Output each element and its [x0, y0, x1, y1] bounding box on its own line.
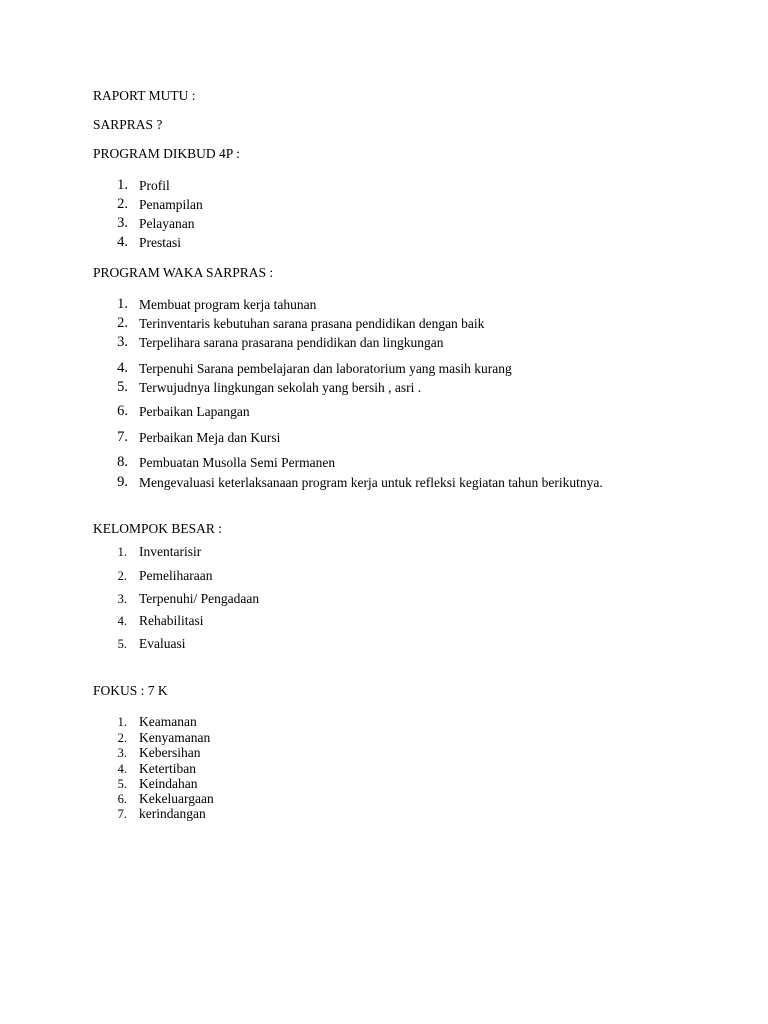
list-item: Mengevaluasi keterlaksanaan program kerja untuk refleksi kegiatan tahun berikutnya. [139, 475, 603, 490]
list-number: 1. [117, 296, 128, 312]
list-item: Pembuatan Musolla Semi Permanen [139, 455, 336, 470]
list-number: 1. [117, 715, 127, 729]
heading-sarpras: SARPRAS ? [93, 117, 163, 132]
list-number: 2. [117, 196, 128, 212]
list-item: Pelayanan [139, 216, 195, 231]
list-number: 3. [117, 334, 128, 350]
list-item: Terwujudnya lingkungan sekolah yang bersih , asri . [139, 380, 422, 395]
list-number: 8. [117, 454, 128, 470]
list-item: Terpelihara sarana prasarana pendidikan dan lingkungan [139, 335, 444, 350]
heading-program-dikbud: PROGRAM DIKBUD 4P : [93, 146, 240, 161]
list-number: 4. [117, 234, 128, 250]
list-item: kerindangan [139, 806, 206, 821]
list-item: Evaluasi [139, 636, 186, 651]
list-item: Inventarisir [139, 544, 202, 559]
list-number: 5. [117, 379, 128, 395]
list-number: 4. [117, 762, 127, 776]
list-item: Rehabilitasi [139, 613, 204, 628]
list-item: Kekeluargaan [139, 791, 214, 806]
list-number: 1. [117, 545, 127, 559]
list-number: 2. [117, 731, 127, 745]
list-number: 9. [117, 474, 128, 490]
heading-fokus: FOKUS : 7 K [93, 683, 168, 698]
list-number: 2. [117, 569, 127, 583]
list-item: Kenyamanan [139, 730, 211, 745]
list-item: Penampilan [139, 197, 203, 212]
list-item: Ketertiban [139, 761, 196, 776]
heading-program-waka-sarpras: PROGRAM WAKA SARPRAS : [93, 265, 274, 280]
list-item: Profil [139, 178, 170, 193]
list-item: Keindahan [139, 776, 198, 791]
list-item: Keamanan [139, 714, 197, 729]
list-item: Membuat program kerja tahunan [139, 297, 317, 312]
list-number: 6. [117, 403, 128, 419]
list-number: 4. [117, 360, 128, 376]
list-number: 6. [117, 792, 127, 806]
list-item: Perbaikan Lapangan [139, 404, 250, 419]
heading-kelompok-besar: KELOMPOK BESAR : [93, 521, 223, 536]
list-number: 5. [117, 637, 127, 651]
list-item: Pemeliharaan [139, 568, 213, 583]
list-item: Terinventaris kebutuhan sarana prasana pendidikan dengan baik [139, 316, 485, 331]
list-item: Prestasi [139, 235, 181, 250]
list-item: Kebersihan [139, 745, 201, 760]
list-number: 3. [117, 215, 128, 231]
list-number: 3. [117, 746, 127, 760]
list-number: 3. [117, 592, 127, 606]
list-number: 2. [117, 315, 128, 331]
list-number: 7. [117, 807, 127, 821]
list-number: 5. [117, 777, 127, 791]
list-number: 7. [117, 429, 128, 445]
heading-raport-mutu: RAPORT MUTU : [93, 88, 196, 103]
list-item: Terpenuhi Sarana pembelajaran dan laboratorium yang masih kurang [139, 361, 512, 376]
list-number: 1. [117, 177, 128, 193]
list-item: Perbaikan Meja dan Kursi [139, 430, 281, 445]
list-item: Terpenuhi/ Pengadaan [139, 591, 260, 606]
list-number: 4. [117, 614, 127, 628]
